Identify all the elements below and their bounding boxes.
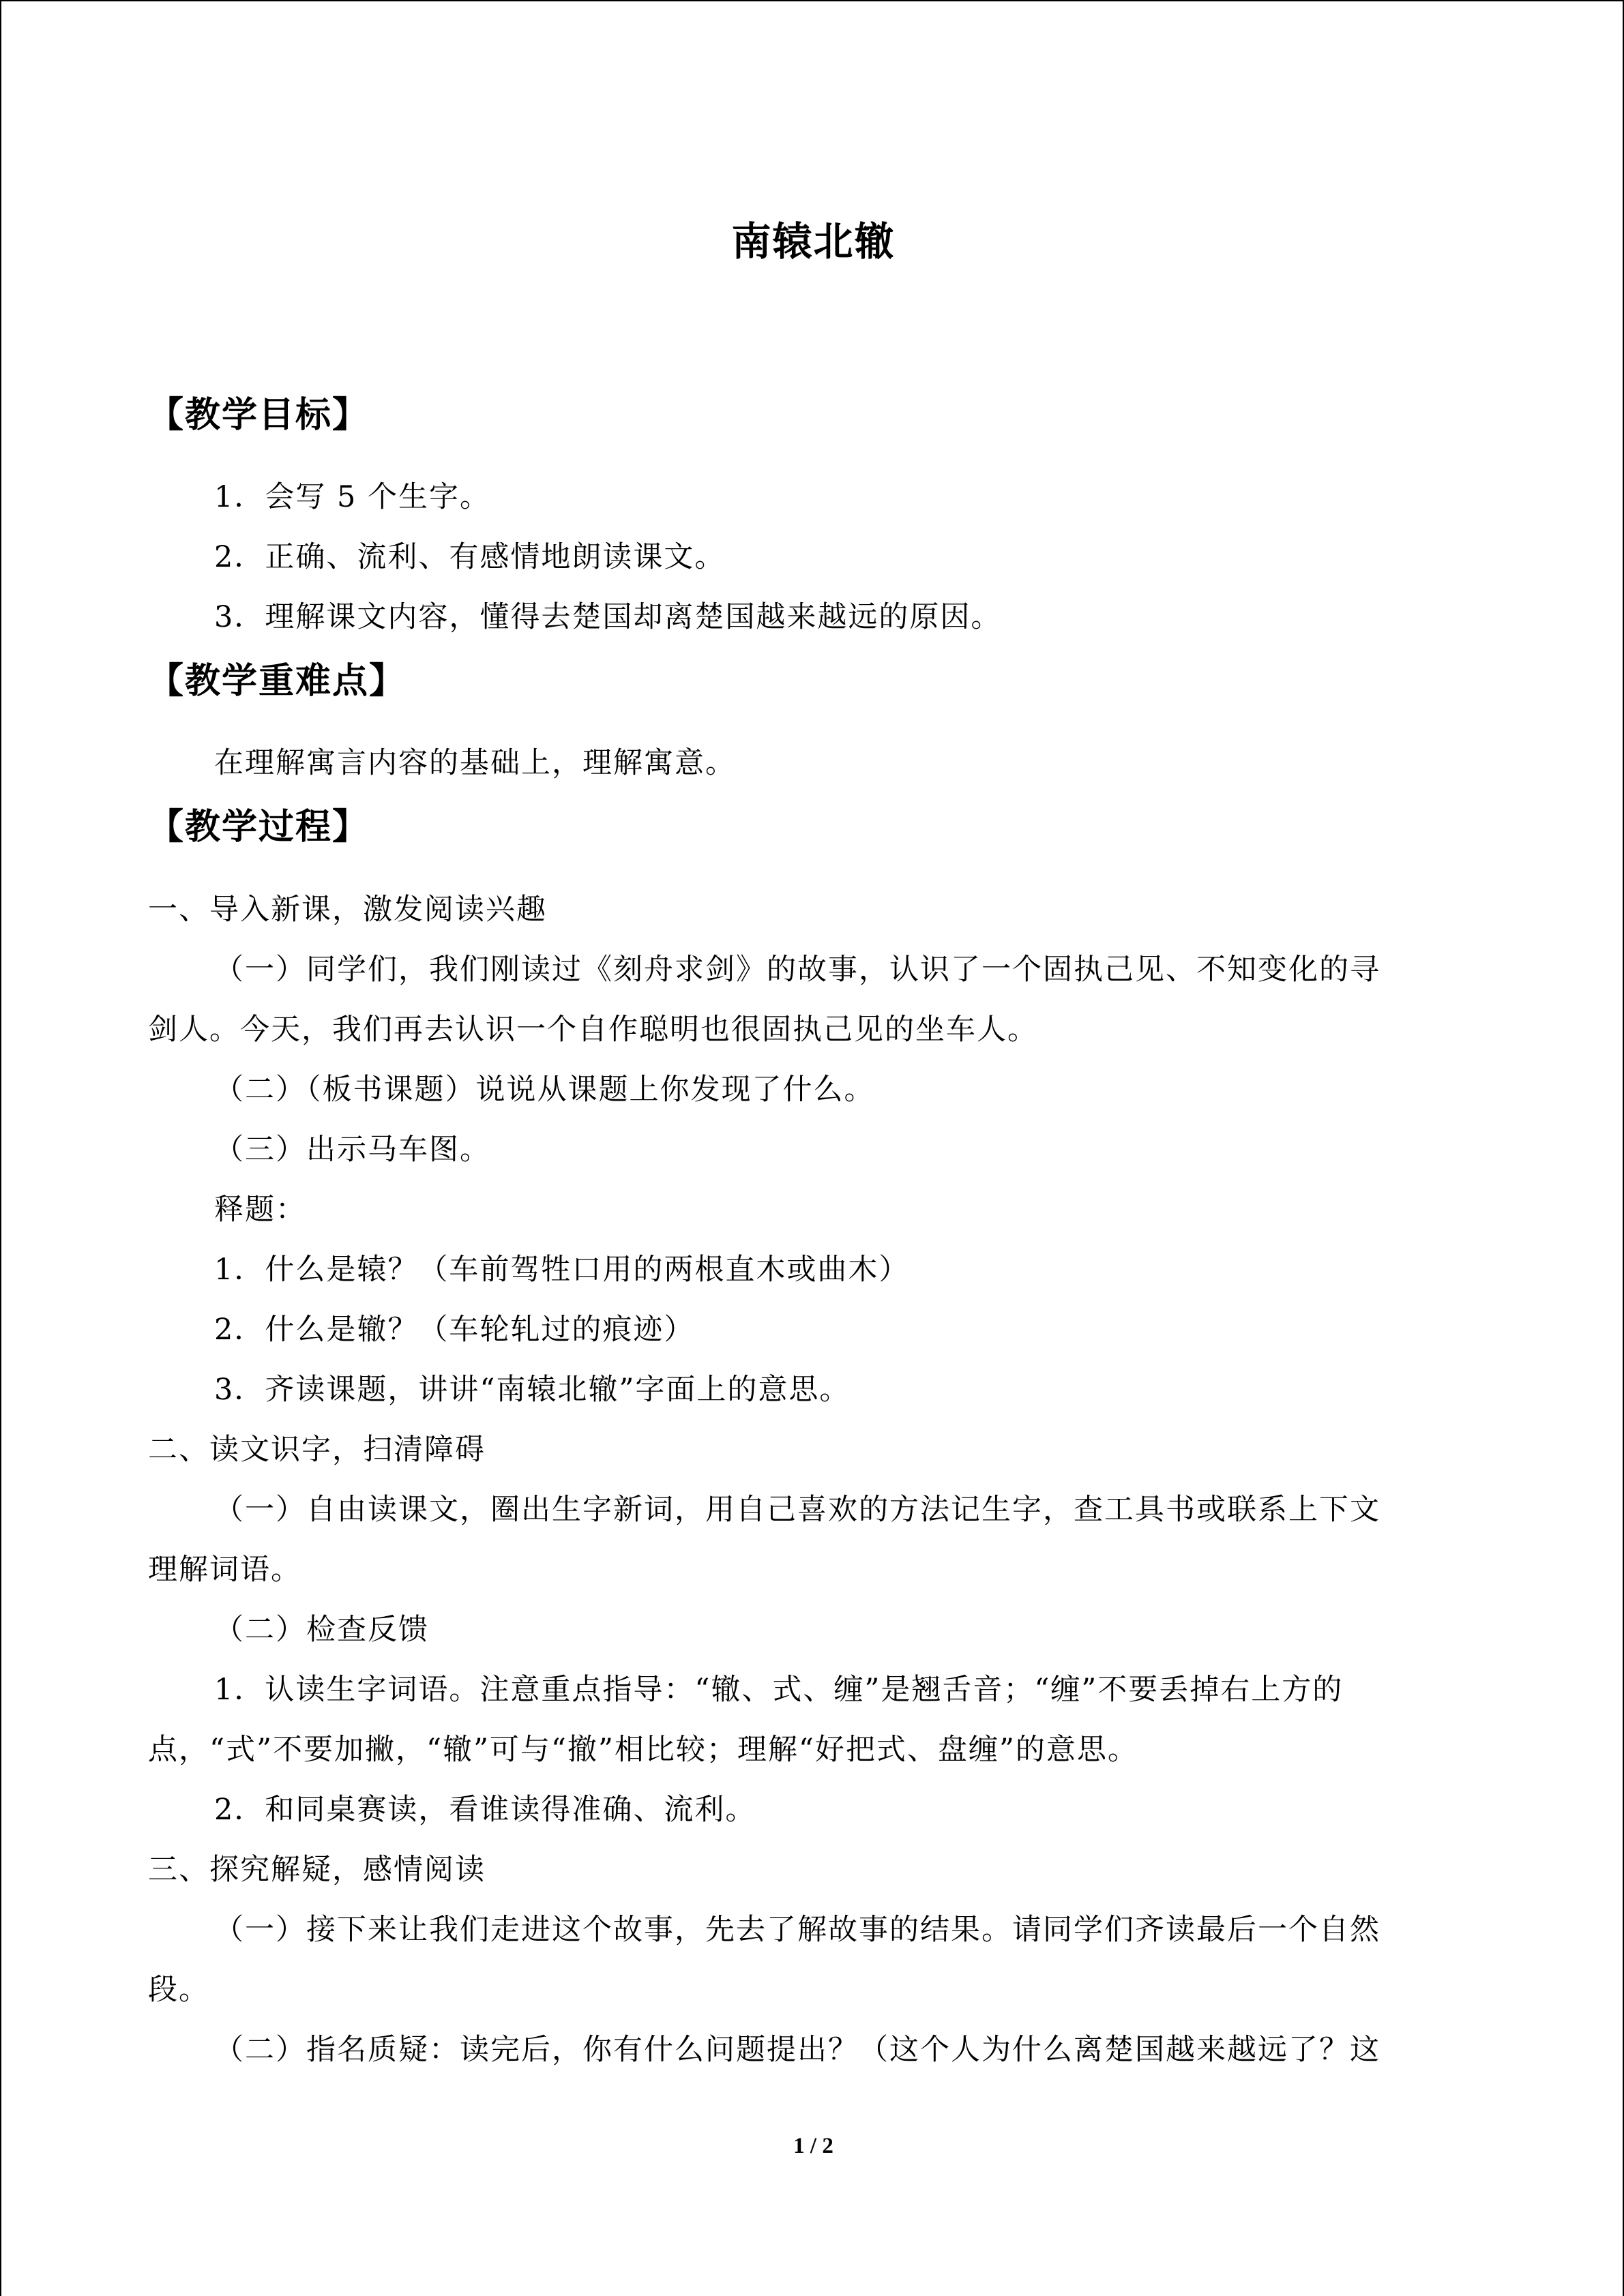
key-points-text: 在理解寓言内容的基础上，理解寓意。: [214, 746, 736, 780]
process-line: （一）自由读课文，圈出生字新词，用自己喜欢的方法记生字，查工具书或联系上下文: [214, 1493, 1381, 1527]
process-line: 二、读文识字，扫清障碍: [148, 1433, 486, 1467]
process-line: （一）接下来让我们走进这个故事，先去了解故事的结果。请同学们齐读最后一个自然: [214, 1913, 1381, 1947]
process-line: 3．齐读课题，讲讲“南辕北辙”字面上的意思。: [214, 1373, 851, 1407]
page-number: 1 / 2: [793, 2134, 833, 2158]
process-line: （二）（板书课题）说说从课题上你发现了什么。: [214, 1073, 875, 1107]
process-line: 一、导入新课，激发阅读兴趣: [148, 893, 547, 927]
process-line: 1．什么是辕？（车前驾牲口用的两根直木或曲木）: [214, 1253, 910, 1287]
process-line: （二）指名质疑：读完后，你有什么问题提出？（这个人为什么离楚国越来越远了？这: [214, 2033, 1381, 2067]
process-line: 剑人。今天，我们再去认识一个自作聪明也很固执己见的坐车人。: [148, 1013, 1038, 1047]
section-heading-process: 【教学过程】: [148, 806, 370, 848]
process-line: 2．什么是辙？（车轮轧过的痕迹）: [214, 1313, 695, 1347]
process-line: （二）检查反馈: [214, 1613, 429, 1647]
process-line: 段。: [148, 1973, 209, 2007]
process-line: 点，“式”不要加撇，“辙”可与“撤”相比较；理解“好把式、盘缠”的意思。: [148, 1733, 1138, 1767]
document-title: 南辕北辙: [731, 218, 896, 265]
process-line: 1．认读生字词语。注意重点指导：“辙、式、缠”是翘舌音；“缠”不要丢掉右上方的: [214, 1673, 1344, 1707]
section-heading-key-points: 【教学重难点】: [148, 660, 407, 702]
objective-item: 2．正确、流利、有感情地朗读课文。: [214, 540, 726, 574]
section-heading-objectives: 【教学目标】: [148, 394, 370, 436]
process-line: （三）出示马车图。: [214, 1133, 490, 1167]
objective-item: 1．会写 5 个生字。: [214, 480, 491, 514]
process-line: （一）同学们，我们刚读过《刻舟求剑》的故事，认识了一个固执己见、不知变化的寻: [214, 953, 1381, 987]
process-line: 理解词语。: [148, 1553, 301, 1587]
process-line: 释题：: [214, 1193, 306, 1227]
process-line: 三、探究解疑，感情阅读: [148, 1853, 486, 1887]
objective-item: 3．理解课文内容，懂得去楚国却离楚国越来越远的原因。: [214, 600, 1002, 634]
process-line: 2．和同桌赛读，看谁读得准确、流利。: [214, 1793, 756, 1827]
